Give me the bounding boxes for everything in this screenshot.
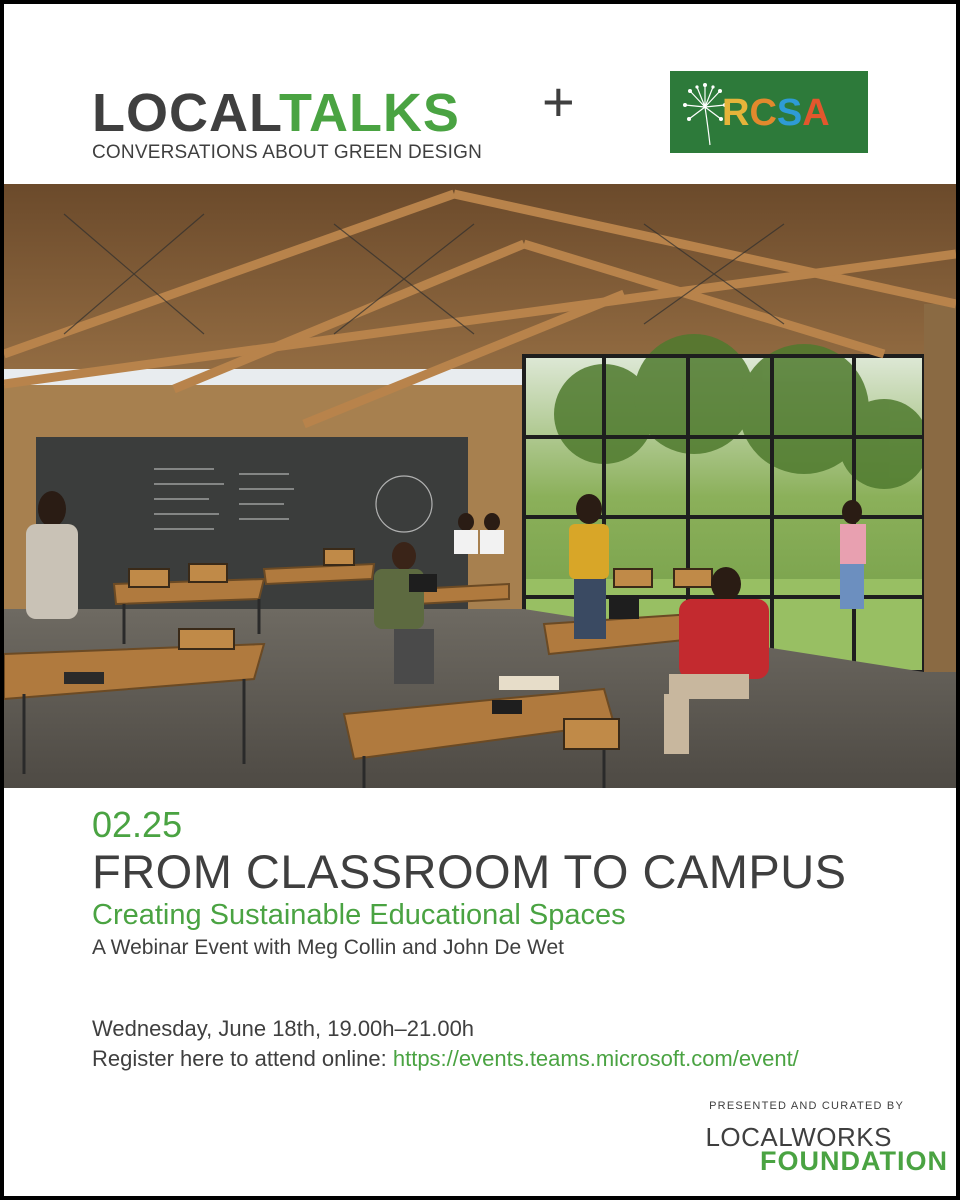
- localtalks-logo: [92, 83, 482, 164]
- register-label: Register here to attend online:: [92, 1046, 393, 1071]
- brand-tagline: CONVERSATIONS ABOUT GREEN DESIGN: [92, 142, 482, 163]
- rcsa-letter-s: S: [776, 92, 803, 134]
- localworks-name: LOCALWORKS: [705, 1122, 892, 1152]
- poster: [4, 4, 956, 1196]
- presented-by-label: PRESENTED AND CURATED BY: [709, 1100, 904, 1112]
- brand-local: LOCAL: [92, 83, 279, 143]
- brand-talks: TALKS: [278, 83, 460, 143]
- rcsa-letter-a: A: [802, 92, 830, 134]
- register-link[interactable]: https://events.teams.microsoft.com/event/: [392, 1046, 799, 1071]
- localworks-foundation: FOUNDATION: [760, 1146, 948, 1176]
- rcsa-letter-c: C: [749, 92, 777, 134]
- event-datetime: Wednesday, June 18th, 19.00h–21.00h: [92, 1016, 475, 1041]
- rcsa-letter-r: R: [722, 92, 750, 134]
- plus-sign: +: [542, 70, 575, 133]
- register-line: [92, 1046, 799, 1072]
- event-description: A Webinar Event with Meg Collin and John De Wet: [92, 936, 564, 959]
- event-code: 02.25: [92, 804, 183, 845]
- event-title: FROM CLASSROOM TO CAMPUS: [92, 845, 847, 898]
- rcsa-logo: [670, 71, 868, 153]
- event-subtitle: Creating Sustainable Educational Spaces: [92, 899, 626, 931]
- classroom-illustration: [4, 184, 956, 788]
- rcsa-wordmark: [722, 93, 830, 133]
- brand-title: [92, 83, 482, 143]
